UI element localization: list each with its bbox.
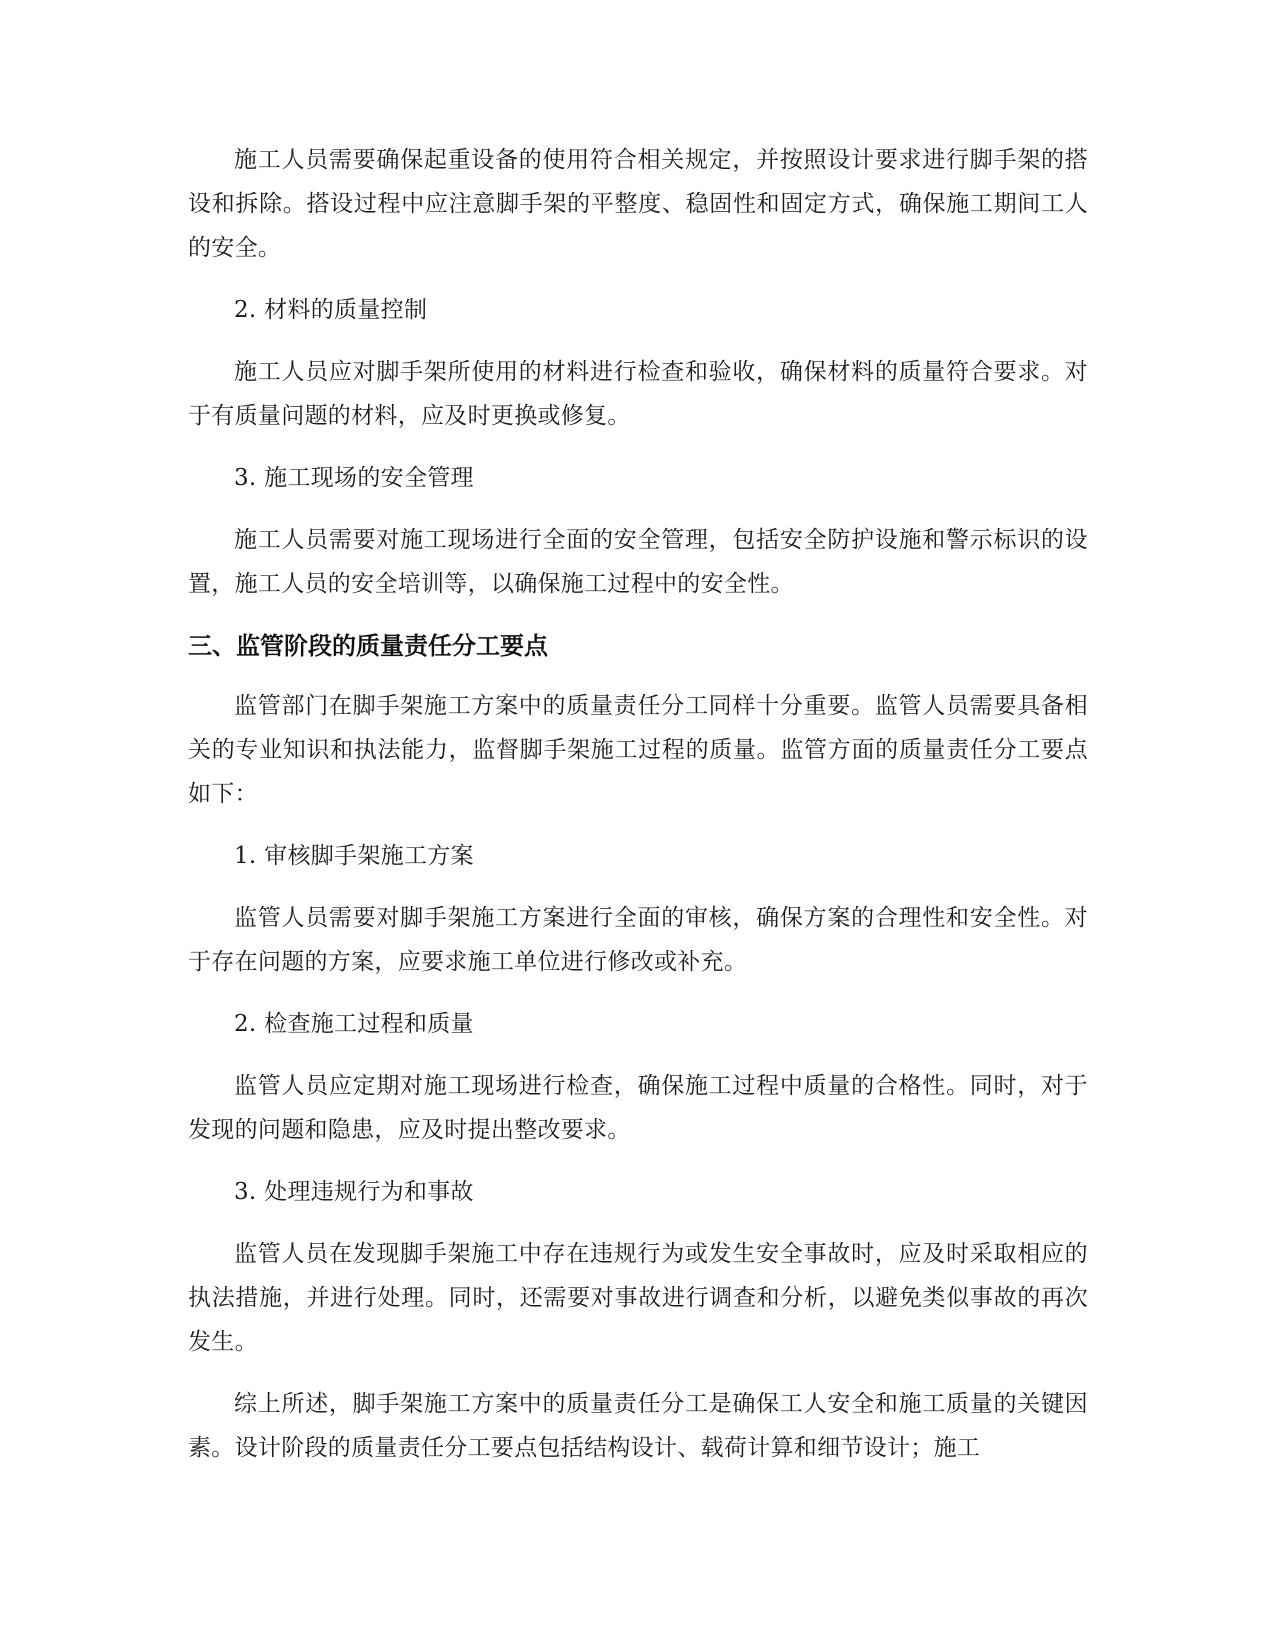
paragraph-construction-lifting: 施工人员需要确保起重设备的使用符合相关规定，并按照设计要求进行脚手架的搭设和拆除。搭设过程中应注意脚手架的平整度、稳固性和固定方式，确保施工期间工人的安全。 — [188, 147, 1088, 261]
list-item-review-plan: 1. 审核脚手架施工方案 — [234, 843, 474, 869]
list-item-material-quality: 2. 材料的质量控制 — [234, 297, 428, 323]
paragraph-review-plan: 监管人员需要对脚手架施工方案进行全面的审核，确保方案的合理性和安全性。对于存在问题的方案，应要求施工单位进行修改或补充。 — [188, 905, 1088, 975]
paragraph-site-safety-management: 施工人员需要对施工现场进行全面的安全管理，包括安全防护设施和警示标识的设置，施工人员的安全培训等，以确保施工过程中的安全性。 — [188, 527, 1088, 597]
paragraph-handle-violations: 监管人员在发现脚手架施工中存在违规行为或发生安全事故时，应及时采取相应的执法措施，并进行处理。同时，还需要对事故进行调查和分析，以避免类似事故的再次发生。 — [188, 1241, 1088, 1355]
document-body — [188, 138, 1088, 1488]
paragraph-material-inspection: 施工人员应对脚手架所使用的材料进行检查和验收，确保材料的质量符合要求。对于有质量问题的材料，应及时更换或修复。 — [188, 359, 1088, 429]
list-item-inspect-process: 2. 检查施工过程和质量 — [234, 1011, 474, 1037]
section-heading-supervision: 三、监管阶段的质量责任分工要点 — [188, 632, 548, 660]
list-item-site-safety: 3. 施工现场的安全管理 — [234, 465, 474, 491]
paragraph-conclusion: 综上所述，脚手架施工方案中的质量责任分工是确保工人安全和施工质量的关键因素。设计阶段的质量责任分工要点包括结构设计、载荷计算和细节设计；施工 — [188, 1391, 1088, 1461]
list-item-handle-violations: 3. 处理违规行为和事故 — [234, 1179, 474, 1205]
paragraph-supervision-intro: 监管部门在脚手架施工方案中的质量责任分工同样十分重要。监管人员需要具备相关的专业知识和执法能力，监督脚手架施工过程的质量。监管方面的质量责任分工要点如下： — [188, 693, 1088, 807]
paragraph-inspect-process: 监管人员应定期对施工现场进行检查，确保施工过程中质量的合格性。同时，对于发现的问题和隐患，应及时提出整改要求。 — [188, 1073, 1088, 1143]
